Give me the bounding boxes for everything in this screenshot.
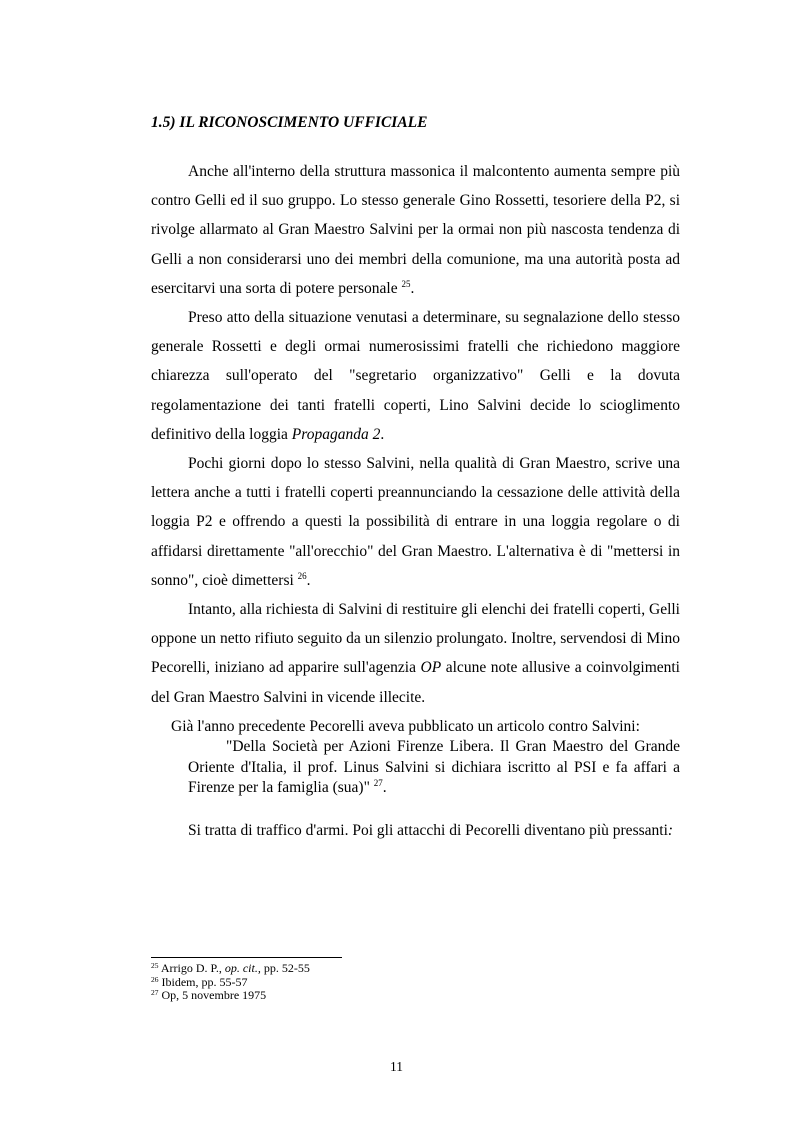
- paragraph-3-text: Pochi giorni dopo lo stesso Salvini, nella qualità di Gran Maestro, scrive una lettera anche a tutti i fratelli coperti preannunciando la cessazione delle attività della loggia P2 e offrendo a questi la possibilità di entrare in una loggia regolare o di affidarsi direttamente "all'orecchio" del Gran Maestro. L'alternativa è di "mettersi in sonno", cioè dimettersi: [151, 455, 680, 589]
- paragraph-2: [151, 303, 680, 449]
- quote-text: "Della Società per Azioni Firenze Libera. Il Gran Maestro del Grande Oriente d'Italia, il prof. Linus Salvini si dichiara iscritto al PSI e fa affari a Firenze per la famiglia (sua)": [188, 738, 680, 796]
- paragraph-3-end: .: [306, 571, 311, 589]
- paragraph-1: [151, 157, 680, 303]
- paragraph-3: [151, 449, 680, 595]
- footnote-number: 27: [151, 988, 159, 997]
- footnotes: [151, 962, 310, 1003]
- paragraph-2-italic: Propaganda 2: [291, 425, 381, 443]
- footnote-text: Op, 5 novembre 1975: [158, 988, 267, 1002]
- footnote-ref-27[interactable]: 27: [373, 778, 383, 788]
- paragraph-4-italic: OP: [420, 659, 442, 677]
- paragraph-1-text: Anche all'interno della struttura massonica il malcontento aumenta sempre più contro Gelli ed il suo gruppo. Lo stesso generale Gino Rossetti, tesoriere della P2, si rivolge allarmato al Gran Maestro Salvini per la ormai non più nascosta tendenza di Gelli a non considerarsi uno dei membri della comunione, ma una autorità posta ad esercitarvi una sorta di potere personale: [151, 163, 680, 297]
- footnote-pages: pp. 52-55: [260, 961, 310, 975]
- footnote-27: [151, 989, 310, 1003]
- paragraph-4-rest: alcune note allusive a coinvolgimenti del Gran Maestro Salvini in vicende illecite.: [151, 659, 680, 706]
- paragraph-4: [151, 595, 680, 712]
- body-text: [151, 157, 680, 741]
- paragraph-5: Già l'anno precedente Pecorelli aveva pubblicato un articolo contro Salvini:: [171, 717, 640, 735]
- footnote-number: 25: [151, 961, 159, 970]
- closing-paragraph-text: Si tratta di traffico d'armi. Poi gli attacchi di Pecorelli diventano più pressanti: [188, 822, 668, 839]
- footnote-text: Ibidem, pp. 55-57: [158, 974, 248, 989]
- paragraph-2-text: Preso atto della situazione venutasi a determinare, su segnalazione dello stesso generale Rossetti e degli ormai numerosissimi fratelli che richiedono maggiore chiarezza sull'operato del "segretario organizzativo" Gelli e la dovuta regolamentazione dei tanti fratelli coperti, Lino Salvini decide lo scioglimento definitivo della loggia: [151, 309, 680, 443]
- footnote-italic: op. cit.,: [224, 961, 261, 975]
- paragraph-2-end: .: [380, 425, 385, 443]
- footnote-ref-26[interactable]: 26: [297, 570, 307, 581]
- block-quote: [188, 737, 680, 799]
- paragraph-1-end: .: [410, 279, 415, 297]
- footnote-26: [151, 976, 310, 990]
- closing-paragraph: [151, 816, 680, 845]
- footnote-divider: [151, 957, 342, 958]
- footnote-number: 26: [151, 974, 159, 984]
- footnote-25: [151, 962, 310, 976]
- paragraph-4-text: Intanto, alla richiesta di Salvini di restituire gli elenchi dei fratelli coperti, Gelli oppone un netto rifiuto seguito da un silenzio prolungato. Inoltre, servendosi di Mino Pecorelli, iniziano ad apparire sull'agenzia: [151, 601, 680, 677]
- section-heading: 1.5) IL RICONOSCIMENTO UFFICIALE: [151, 114, 428, 131]
- quote-end: .: [382, 779, 387, 796]
- footnote-text: Arrigo D. P.,: [158, 961, 225, 975]
- closing-paragraph-end: :: [667, 822, 674, 839]
- page-number: 11: [390, 1059, 403, 1074]
- footnote-ref-25[interactable]: 25: [401, 278, 411, 289]
